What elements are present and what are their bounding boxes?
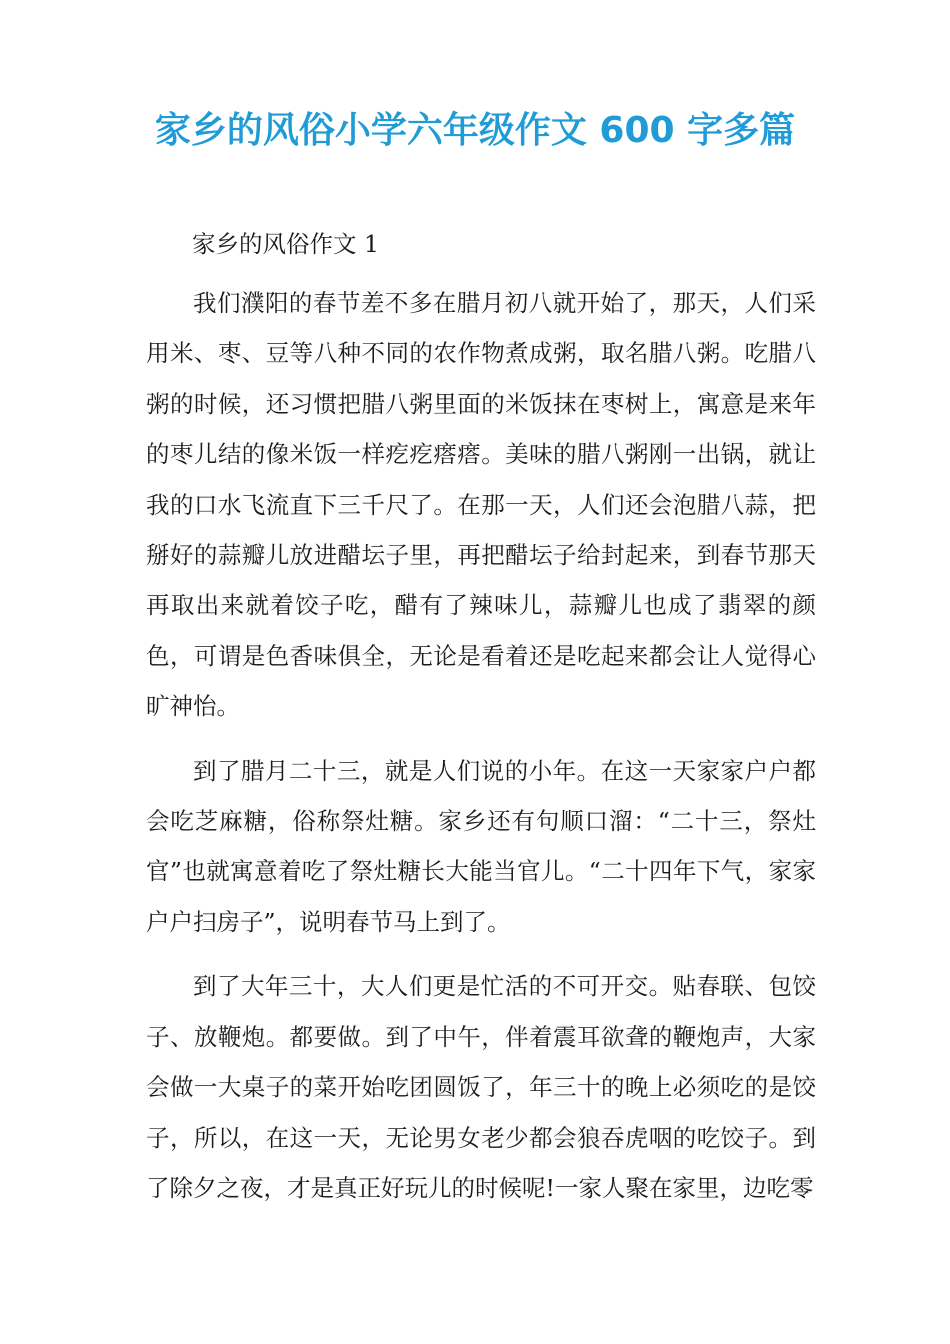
paragraph: 我们濮阳的春节差不多在腊月初八就开始了，那天，人们采用米、枣、豆等八种不同的农作物煮成粥，取名腊八粥。吃腊八粥的时候，还习惯把腊八粥里面的米饭抹在枣树上，寓意是来年的枣儿结的像米饭一样疙疙瘩瘩。美味的腊八粥刚一出锅，就让我的口水飞流直下三千尺了。在那一天，人们还会泡腊八蒜，把掰好的蒜瓣儿放进醋坛子里，再把醋坛子给封起来，到春节那天再取出来就着饺子吃，醋有了辣味儿，蒜瓣儿也成了翡翠的颜色，可谓是色香味俱全，无论是看着还是吃起来都会让人觉得心旷神怡。 [146, 289, 816, 721]
section-heading: 家乡的风俗作文 1 [192, 230, 379, 258]
paragraph: 到了腊月二十三，就是人们说的小年。在这一天家家户户都会吃芝麻糖，俗称祭灶糖。家乡还有句顺口溜：“二十三，祭灶官”也就寓意着吃了祭灶糖长大能当官儿。“二十四年下气，家家户户扫房子”，说明春节马上到了。 [146, 756, 816, 936]
paragraph: 到了大年三十，大人们更是忙活的不可开交。贴春联、包饺子、放鞭炮。都要做。到了中午，伴着震耳欲聋的鞭炮声，大家会做一大桌子的菜开始吃团圆饭了，年三十的晚上必须吃的是饺子，所以，在这一天，无论男女老少都会狼吞虎咽的吃饺子。到了除夕之夜，才是真正好玩儿的时候呢!一家人聚在家里，边吃零 [146, 972, 816, 1202]
document-title: 家乡的风俗小学六年级作文 600 字多篇 [154, 110, 796, 151]
document-body [146, 224, 816, 1227]
